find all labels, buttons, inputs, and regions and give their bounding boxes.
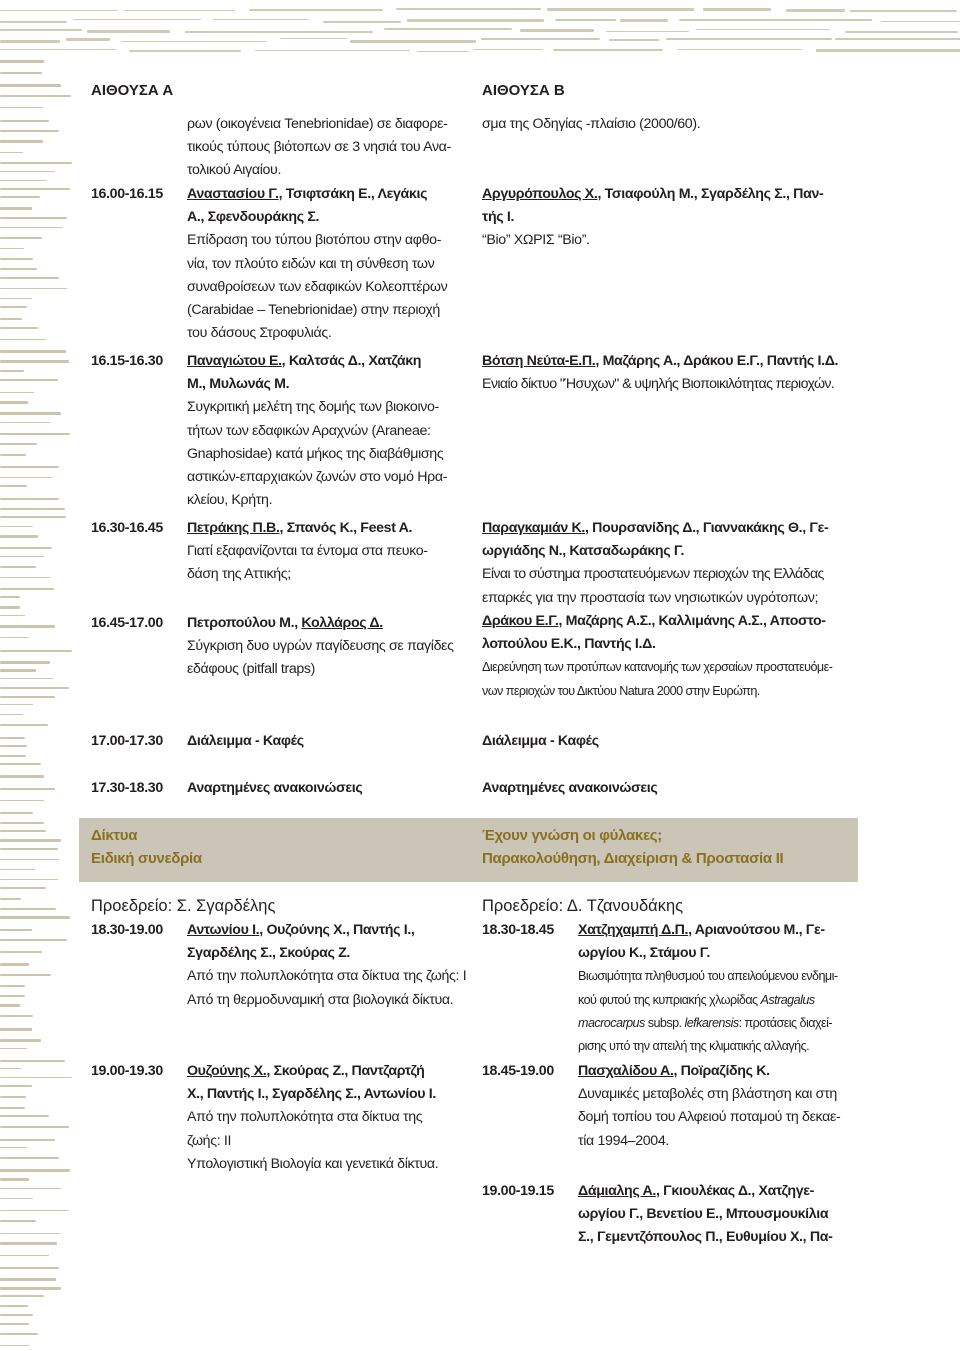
brush-stroke bbox=[0, 1210, 69, 1211]
brush-stroke bbox=[0, 370, 24, 371]
brush-stroke bbox=[0, 196, 40, 197]
poster-4: Δράκου Ε.Γ., Μαζάρης Α.Σ., Καλλιμάνης Α.Σ., Αποστο- λοπούλου Ε.Κ., Παντής Ι.Δ. Διερεύνηση των προτύπων κατανομής των χερσαίων προστατευόμε- νων περιοχών του Δικτύου Natura 2000 στην Ευρώπη. bbox=[482, 613, 833, 698]
brush-stroke bbox=[0, 433, 70, 435]
brush-stroke bbox=[0, 152, 23, 154]
brush-stroke bbox=[0, 577, 50, 578]
brush-stroke bbox=[0, 1126, 69, 1128]
brush-stroke bbox=[0, 615, 25, 617]
brush-stroke bbox=[0, 120, 49, 122]
brush-stroke bbox=[0, 637, 29, 638]
brush-stroke bbox=[0, 800, 44, 802]
brush-stroke bbox=[0, 1077, 72, 1078]
brush-stroke bbox=[816, 49, 960, 52]
brush-stroke bbox=[0, 714, 23, 716]
brush-stroke bbox=[0, 140, 43, 143]
brush-stroke bbox=[384, 28, 513, 30]
brush-stroke bbox=[0, 298, 32, 300]
brush-stroke bbox=[0, 188, 70, 190]
brush-stroke bbox=[0, 392, 34, 394]
brush-stroke bbox=[0, 898, 21, 901]
brush-stroke bbox=[0, 1278, 56, 1280]
brush-stroke bbox=[666, 38, 832, 39]
brush-stroke bbox=[0, 443, 37, 445]
brush-stroke bbox=[0, 1004, 20, 1007]
brush-stroke bbox=[0, 306, 27, 308]
brush-stroke bbox=[0, 237, 42, 240]
brush-stroke bbox=[0, 696, 55, 698]
brush-stroke bbox=[786, 9, 845, 12]
brush-stroke bbox=[0, 995, 25, 997]
brush-stroke bbox=[481, 38, 600, 40]
brush-stroke bbox=[0, 1242, 57, 1244]
session-b-title: Έχουν γνώση οι φύλακες; Παρακολούθηση, Διαχείριση & Προστασία ΙΙ bbox=[482, 827, 784, 867]
brush-stroke bbox=[0, 327, 38, 328]
brush-stroke bbox=[850, 10, 957, 12]
brush-stroke bbox=[473, 49, 543, 50]
brush-stroke bbox=[0, 1028, 32, 1030]
coffee-break-b: Διάλειμμα - Καφές bbox=[482, 733, 599, 749]
brush-stroke bbox=[0, 1115, 49, 1117]
brush-stroke bbox=[0, 985, 25, 987]
brush-stroke bbox=[124, 10, 235, 11]
brush-stroke bbox=[0, 180, 47, 182]
brush-stroke bbox=[350, 40, 476, 43]
brush-stroke bbox=[0, 339, 46, 340]
continued-abstract-b: σμα της Οδηγίας -πλαίσιο (2000/60). bbox=[482, 116, 701, 132]
brush-stroke bbox=[0, 350, 66, 353]
brush-stroke bbox=[0, 606, 20, 608]
brush-stroke bbox=[0, 268, 37, 269]
brush-stroke bbox=[121, 41, 267, 42]
brush-stroke bbox=[0, 588, 54, 590]
brush-stroke bbox=[0, 277, 59, 279]
brush-stroke bbox=[0, 526, 33, 527]
decorative-left-border bbox=[0, 0, 72, 1351]
brush-stroke bbox=[0, 508, 65, 510]
brush-stroke bbox=[0, 1287, 61, 1290]
brush-stroke bbox=[0, 869, 35, 870]
poster-2: Βότση Νεύτα-Ε.Π., Μαζάρης Α., Δράκου Ε.Γ., Παντής Ι.Δ. Ενιαίο δίκτυο "Ήσυχων" & υψηλής Βιοποικιλότητας περιοχών. bbox=[482, 353, 839, 393]
brush-stroke bbox=[0, 207, 32, 209]
brush-stroke bbox=[0, 1255, 49, 1257]
brush-stroke bbox=[0, 625, 55, 628]
brush-stroke bbox=[0, 859, 59, 860]
brush-stroke bbox=[407, 19, 543, 22]
brush-stroke bbox=[0, 1039, 41, 1042]
brush-stroke bbox=[845, 31, 958, 33]
brush-stroke bbox=[0, 737, 25, 739]
brush-stroke bbox=[0, 248, 24, 249]
brush-stroke bbox=[0, 535, 38, 538]
brush-stroke bbox=[0, 1147, 27, 1149]
brush-stroke bbox=[185, 31, 373, 33]
brush-stroke bbox=[677, 49, 802, 50]
brush-stroke bbox=[0, 669, 36, 671]
brush-stroke bbox=[0, 839, 61, 841]
brush-stroke bbox=[0, 288, 67, 289]
session-a-title: Δίκτυα Ειδική συνεδρία bbox=[91, 827, 202, 867]
brush-stroke bbox=[0, 1220, 36, 1223]
decorative-top-border bbox=[0, 0, 960, 60]
brush-stroke bbox=[73, 19, 201, 20]
brush-stroke bbox=[0, 745, 27, 746]
brush-stroke bbox=[609, 39, 659, 40]
brush-stroke bbox=[0, 775, 44, 777]
brush-stroke bbox=[0, 130, 59, 133]
brush-stroke bbox=[0, 1188, 61, 1190]
brush-stroke bbox=[0, 107, 43, 108]
brush-stroke bbox=[696, 29, 830, 30]
brush-stroke bbox=[0, 939, 67, 941]
talk-time: 16.15-16.30 bbox=[91, 353, 163, 369]
brush-stroke bbox=[0, 485, 27, 487]
brush-stroke bbox=[553, 49, 663, 51]
brush-stroke bbox=[679, 19, 872, 21]
brush-stroke bbox=[66, 38, 110, 40]
hall-a-title: ΑΙΘΟΥΣΑ Α bbox=[91, 82, 174, 99]
talk-time: 16.30-16.45 bbox=[91, 520, 163, 536]
poster-session-b: Αναρτημένες ανακοινώσεις bbox=[482, 780, 658, 796]
brush-stroke bbox=[0, 477, 52, 479]
brush-stroke bbox=[0, 171, 55, 172]
brush-stroke bbox=[0, 661, 50, 664]
brush-stroke bbox=[0, 650, 72, 653]
brush-stroke bbox=[0, 547, 52, 549]
brush-stroke bbox=[0, 830, 46, 832]
brush-stroke bbox=[0, 916, 70, 919]
hall-b-title: ΑΙΘΟΥΣΑ Β bbox=[482, 82, 565, 99]
brush-stroke bbox=[0, 84, 61, 87]
brush-stroke bbox=[0, 1157, 59, 1159]
brush-stroke bbox=[0, 412, 61, 414]
brush-stroke bbox=[0, 1333, 38, 1334]
brush-stroke bbox=[520, 29, 594, 31]
brush-stroke bbox=[703, 8, 771, 11]
brush-stroke bbox=[255, 50, 410, 52]
brush-stroke bbox=[0, 704, 33, 705]
brush-stroke bbox=[881, 21, 960, 23]
brush-stroke bbox=[0, 1314, 33, 1315]
brush-stroke bbox=[0, 908, 56, 911]
brush-stroke bbox=[620, 19, 668, 21]
brush-stroke bbox=[87, 30, 170, 33]
brush-stroke bbox=[0, 1107, 25, 1109]
brush-stroke bbox=[0, 1096, 26, 1098]
brush-stroke bbox=[0, 1295, 44, 1297]
brush-stroke bbox=[0, 1305, 28, 1307]
poster-1: Αργυρόπουλος Χ., Τσιαφούλη Μ., Σγαρδέλης Σ., Παν- τής Ι. “Βio” ΧΩΡΙΣ “Βio”. bbox=[482, 186, 824, 249]
brush-stroke bbox=[835, 38, 960, 40]
brush-stroke bbox=[0, 162, 72, 164]
brush-stroke bbox=[0, 1198, 33, 1200]
brush-stroke bbox=[0, 217, 67, 219]
brush-stroke bbox=[0, 258, 33, 260]
brush-stroke bbox=[555, 19, 617, 21]
brush-stroke bbox=[0, 1178, 29, 1180]
brush-stroke bbox=[0, 596, 20, 598]
brush-stroke bbox=[0, 788, 55, 790]
talk-time: 16.45-17.00 bbox=[91, 615, 163, 631]
brush-stroke bbox=[0, 724, 48, 726]
brush-stroke bbox=[0, 1169, 70, 1172]
brush-stroke bbox=[0, 1015, 33, 1016]
brush-stroke bbox=[0, 887, 46, 889]
brush-stroke bbox=[129, 50, 241, 52]
brush-stroke bbox=[0, 1060, 65, 1062]
brush-stroke bbox=[0, 812, 33, 814]
brush-stroke bbox=[0, 1345, 29, 1346]
brush-stroke bbox=[0, 379, 58, 381]
brush-stroke bbox=[0, 1139, 55, 1141]
brush-stroke bbox=[0, 963, 29, 966]
brush-stroke bbox=[0, 466, 59, 468]
brush-stroke bbox=[0, 566, 36, 567]
brush-stroke bbox=[0, 1048, 27, 1049]
brush-stroke bbox=[0, 974, 51, 976]
poster-3: Παραγκαμιάν Κ., Πουρσανίδης Δ., Γιαννακάκης Θ., Γε- ωργιάδης Ν., Κατσαδωράκης Γ. Είναι το σύστημα προστατευόμενων περιοχών της Ελλάδας επαρκές για την προστασία των νησιωτικών υγρότοπων; bbox=[482, 520, 829, 606]
brush-stroke bbox=[0, 60, 44, 63]
brush-stroke bbox=[0, 556, 44, 557]
brush-stroke bbox=[0, 1233, 60, 1234]
brush-stroke bbox=[249, 9, 383, 11]
brush-stroke bbox=[0, 763, 41, 765]
brush-stroke bbox=[0, 1068, 21, 1069]
brush-stroke bbox=[0, 422, 50, 423]
brush-stroke bbox=[0, 1085, 32, 1087]
brush-stroke bbox=[417, 51, 469, 52]
brush-stroke bbox=[0, 227, 63, 228]
brush-stroke bbox=[0, 318, 22, 320]
brush-stroke bbox=[0, 95, 71, 97]
chair-a: Προεδρείο: Σ. Σγαρδέλης bbox=[91, 897, 276, 915]
brush-stroke bbox=[0, 755, 26, 757]
brush-stroke bbox=[0, 498, 59, 501]
brush-stroke bbox=[0, 1267, 59, 1270]
brush-stroke bbox=[323, 21, 401, 23]
chair-b: Προεδρείο: Δ. Τζανουδάκης bbox=[482, 897, 684, 915]
brush-stroke bbox=[0, 951, 42, 953]
brush-stroke bbox=[280, 38, 347, 39]
brush-stroke bbox=[0, 516, 66, 518]
brush-stroke bbox=[0, 929, 32, 931]
brush-stroke bbox=[0, 454, 26, 456]
brush-stroke bbox=[0, 1323, 29, 1325]
brush-stroke bbox=[0, 822, 44, 825]
brush-stroke bbox=[0, 72, 42, 74]
brush-stroke bbox=[0, 360, 69, 363]
brush-stroke bbox=[0, 848, 58, 849]
brush-stroke bbox=[606, 31, 689, 32]
talk-time: 16.00-16.15 bbox=[91, 186, 163, 202]
brush-stroke bbox=[396, 8, 541, 10]
brush-stroke bbox=[547, 8, 695, 10]
brush-stroke bbox=[0, 401, 28, 404]
brush-stroke bbox=[0, 687, 69, 689]
brush-stroke bbox=[0, 879, 58, 881]
brush-stroke bbox=[0, 678, 53, 680]
brush-stroke bbox=[213, 19, 309, 20]
